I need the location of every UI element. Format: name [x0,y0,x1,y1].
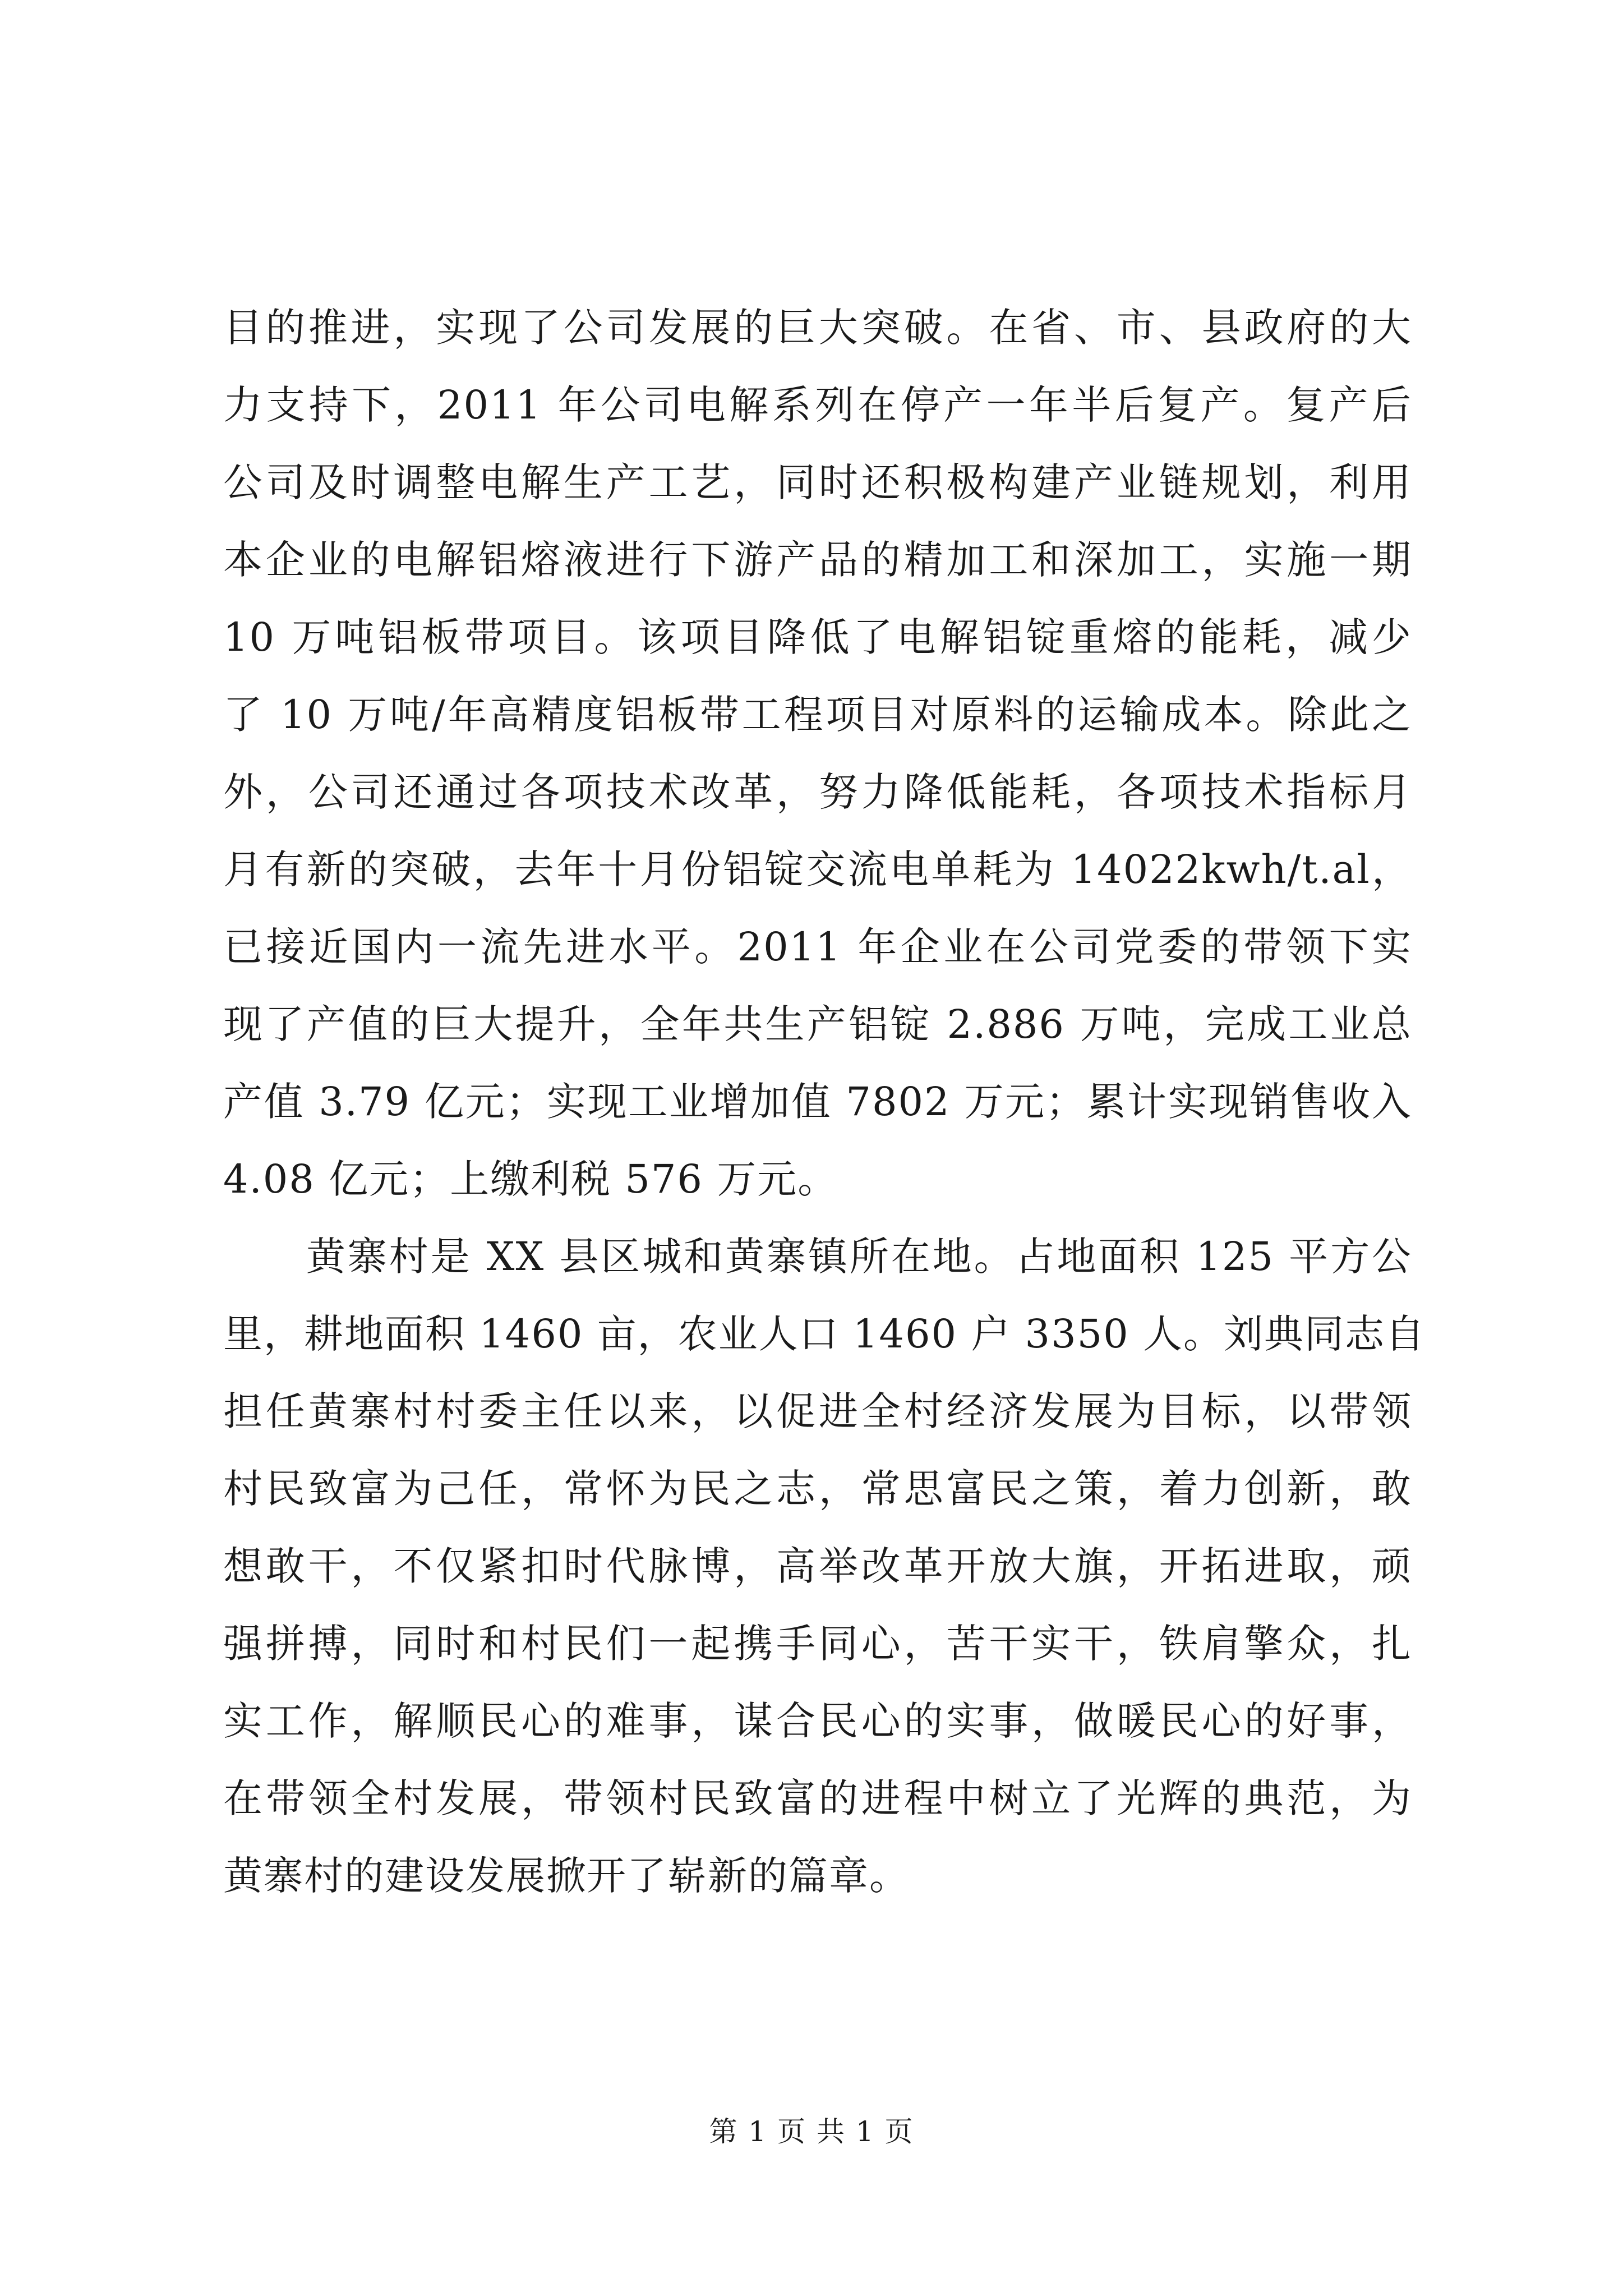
text-line: 里，耕地面积 1460 亩，农业人口 1460 户 3350 人。刘典同志自 [223,1311,1426,1357]
text-line: 4.08 亿元；上缴利税 576 万元。 [223,1156,838,1202]
text-line: 现了产值的巨大提升，全年共生产铝锭 2.886 万吨，完成工业总 [223,1001,1412,1047]
text-line: 强拼搏，同时和村民们一起携手同心，苦干实干，铁肩擎众，扎 [223,1621,1412,1667]
text-line: 公司及时调整电解生产工艺，同时还积极构建产业链规划，利用 [223,459,1412,505]
text-line: 想敢干，不仅紧扣时代脉博，高举改革开放大旗，开拓进取，顽 [223,1543,1412,1589]
text-line: 月有新的突破，去年十月份铝锭交流电单耗为 14022kwh/t.al， [223,846,1412,892]
text-line: 本企业的电解铝熔液进行下游产品的精加工和深加工，实施一期 [223,537,1412,583]
text-line: 实工作，解顺民心的难事，谋合民心的实事，做暖民心的好事， [223,1698,1412,1744]
text-line: 黄寨村是 XX 县区城和黄寨镇所在地。占地面积 125 平方公 [223,1234,1412,1280]
text-line: 村民致富为己任，常怀为民之志，常思富民之策，着力创新，敢 [223,1466,1412,1512]
text-line: 外，公司还通过各项技术改革，努力降低能耗，各项技术指标月 [223,769,1412,815]
text-line: 产值 3.79 亿元；实现工业增加值 7802 万元；累计实现销售收入 [223,1079,1412,1125]
text-line: 力支持下，2011 年公司电解系列在停产一年半后复产。复产后 [223,382,1412,428]
paragraph-company [223,289,1412,1218]
text-line: 目的推进，实现了公司发展的巨大突破。在省、市、县政府的大 [223,305,1412,351]
document-body [223,289,1426,1915]
paragraph-village [223,1218,1426,1915]
page-number: 第 1 页 共 1 页 [709,2115,914,2148]
text-line: 10 万吨铝板带项目。该项目降低了电解铝锭重熔的能耗，减少 [223,614,1412,660]
text-line: 担任黄寨村村委主任以来，以促进全村经济发展为目标，以带领 [223,1388,1412,1434]
text-line: 了 10 万吨/年高精度铝板带工程项目对原料的运输成本。除此之 [223,692,1412,738]
text-line: 黄寨村的建设发展掀开了崭新的篇章。 [223,1853,910,1899]
text-line: 在带领全村发展，带领村民致富的进程中树立了光辉的典范，为 [223,1775,1412,1821]
page-footer [0,2109,1623,2150]
text-line: 已接近国内一流先进水平。2011 年企业在公司党委的带领下实 [223,924,1412,970]
